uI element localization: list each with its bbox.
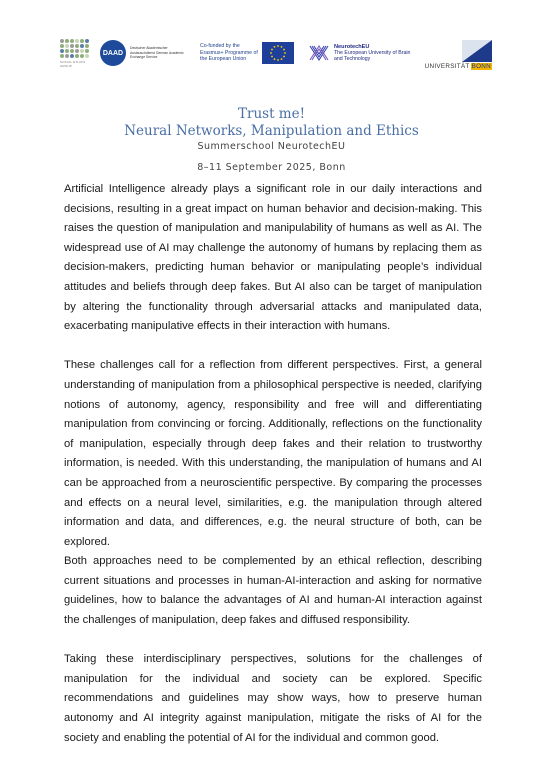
neurotech-logo-text xyxy=(334,44,416,63)
daad-mark: DAAD xyxy=(100,40,126,66)
daad-logo xyxy=(100,36,192,70)
dot-grid-icon xyxy=(60,39,89,58)
neurotecheu-logo xyxy=(308,36,416,70)
body-text xyxy=(64,180,482,748)
logo-caption: SOCIAL ETHICS GROUP xyxy=(60,59,86,68)
uni-bonn-logo xyxy=(420,36,492,70)
uni-bonn-mark-icon xyxy=(462,40,492,62)
title-block xyxy=(0,106,543,174)
daad-logo-text: Deutscher Akademischer Austauschdienst German Academic Exchange Service xyxy=(130,46,184,60)
paragraph-ethics: Both approaches need to be complemented by an ethical reflection, describing current situations and processes in human-AI-interaction and asking for normative guidelines, how to balance the advantages of AI and human-AI interaction against the challenges of manipulation, deep fakes and diffused responsibility. xyxy=(64,555,482,627)
uni-bonn-universitaet: UNIVERSITÄT xyxy=(424,63,470,70)
paragraph-perspectives: These challenges call for a reflection from different perspectives. First, a general understanding of manipulation from a philosophical perspective is needed, clarifying notions of autonomy, agency, responsibility and free will and differentiating manipulation from convincing or forcing. Additionally, reflections on the functionality of manipulation, especially through deep fakes and their relation to trustworthy information, is needed. With this understanding, the manipulation of humans and AI can be approached from a neuroscientific perspective. By comparing the processes and effects on a neural level, similarities, e.g. the manipulation through altered information and data, and differences, e.g. the neural structure of both, can be explored. xyxy=(64,359,482,548)
page-subtitle: Neural Networks, Manipulation and Ethics xyxy=(124,123,419,139)
eu-flag-icon xyxy=(262,42,294,64)
social-ethics-group-logo xyxy=(60,36,96,70)
page-title: Trust me! xyxy=(237,106,305,122)
logo-bar xyxy=(60,36,490,70)
paragraph-solutions: Taking these interdisciplinary perspectives, solutions for the challenges of manipulation for the individual and society can be explored. Specific recommendations and guidelines may show ways, how to preserve human autonomy and AI integrity against manipulation, mitigate the risks of AI for the society and enabling the potential of AI for the individual and common good. xyxy=(64,653,482,744)
erasmus-logo xyxy=(200,36,296,70)
neurotech-name: NeurotechEU xyxy=(334,43,370,50)
erasmus-logo-text: Co-funded by the Erasmus+ Programme of the European Union xyxy=(200,43,258,63)
neurotech-tagline: The European University of Brain and Technology xyxy=(334,49,411,63)
neurotech-mark-icon xyxy=(308,42,330,64)
event-name: Summerschool NeurotechEU xyxy=(197,141,346,152)
uni-bonn-wordmark xyxy=(425,63,492,70)
paragraph-intro: Artificial Intelligence already plays a significant role in our daily interactions and decisions, resulting in a great impact on human behavior and decision-making. This raises the question of manipulation and manipulability of humans as well as AI. The widespread use of AI may challenge the autonomy of humans by replacing them as decision-makers, predicting human behavior or manipulating people’s individual attitudes and beliefs through deep fakes. But AI also can be target of manipulation by altering the functionality through adversarial attacks and manipulated data, exacerbating manipulative effects in their interaction with humans. xyxy=(64,183,482,333)
uni-bonn-bonn: BONN xyxy=(471,63,491,70)
event-dates: 8–11 September 2025, Bonn xyxy=(197,162,346,173)
